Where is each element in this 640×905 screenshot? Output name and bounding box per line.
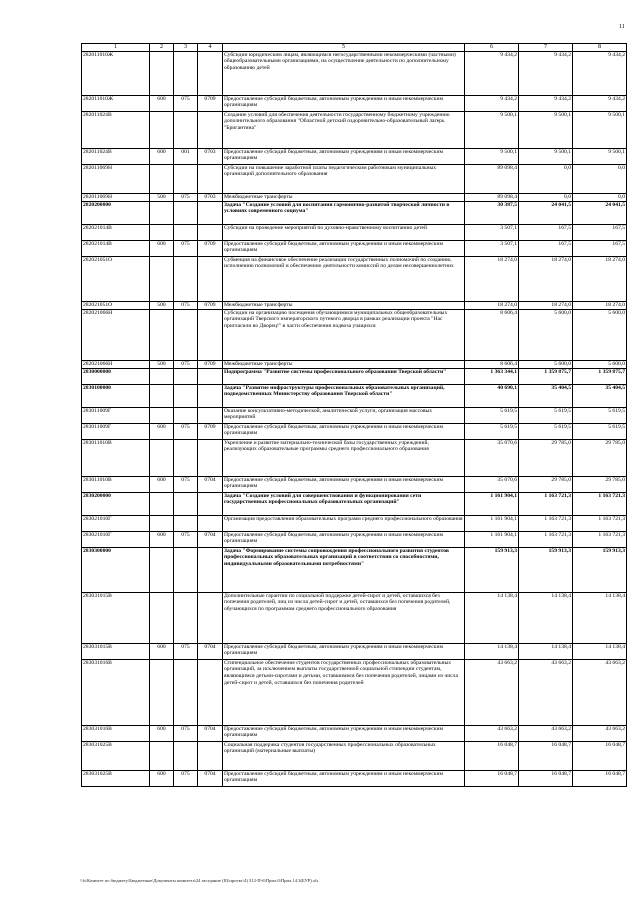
- row-code: 283031016В: [82, 725, 150, 741]
- row-code: 283011009Г: [82, 407, 150, 423]
- row-value-3: 159 913,3: [573, 547, 627, 592]
- row-value-3: 9 500,1: [573, 148, 627, 164]
- table-row: [82, 51, 627, 95]
- column-header: 7: [519, 44, 573, 52]
- row-col3: 075: [174, 423, 198, 439]
- row-name: Задача "Создание условий для совершенствования и функционирования сети государственных профессиональных образовательных организаций": [223, 492, 465, 515]
- row-value-1: 18 274,0: [465, 256, 519, 301]
- row-value-1: 3 507,1: [465, 224, 519, 240]
- row-col2: 500: [150, 360, 174, 368]
- row-value-2: 43 663,2: [519, 725, 573, 741]
- table-row: [82, 95, 627, 111]
- row-value-1: 1 161 904,1: [465, 531, 519, 547]
- row-value-3: 29 785,0: [573, 476, 627, 492]
- row-value-1: 8 606,4: [465, 360, 519, 368]
- row-col2: 600: [150, 148, 174, 164]
- row-col4: [198, 201, 223, 224]
- row-col3: [174, 659, 198, 725]
- row-value-2: 5 600,0: [519, 360, 573, 368]
- row-name: Субвенция на финансовое обеспечение реализации государственных полномочий по созданию, исполнению полномочий и обеспечению деятельности комиссий по делам несовершеннолетних: [223, 256, 465, 301]
- row-code: 282021014В: [82, 224, 150, 240]
- column-header: 1: [82, 44, 150, 52]
- row-name: Задача "Развитие инфраструктуры профессиональных образовательных организаций, подведомственных Министерству образования Тверской области": [223, 384, 465, 407]
- table-row: [82, 256, 627, 301]
- row-code: 283031016В: [82, 659, 150, 725]
- row-value-2: 43 663,2: [519, 659, 573, 725]
- row-value-1: 18 274,0: [465, 301, 519, 309]
- row-code: 282011024В: [82, 111, 150, 148]
- row-value-1: 89 098,4: [465, 164, 519, 193]
- row-code: 2830000000: [82, 368, 150, 384]
- row-col4: 0709: [198, 360, 223, 368]
- table-row: [82, 659, 627, 725]
- row-value-2: 159 913,3: [519, 547, 573, 592]
- row-value-1: 14 138,4: [465, 592, 519, 643]
- row-code: 282021066Н: [82, 360, 150, 368]
- table-row: [82, 439, 627, 476]
- row-col4: 0704: [198, 476, 223, 492]
- row-value-3: 1 163 721,3: [573, 515, 627, 531]
- row-value-1: 1 161 904,1: [465, 515, 519, 531]
- table-row: [82, 224, 627, 240]
- row-value-3: 43 663,2: [573, 659, 627, 725]
- row-col3: [174, 741, 198, 770]
- table-row: [82, 201, 627, 224]
- row-col3: [174, 547, 198, 592]
- row-value-3: 1 163 721,3: [573, 492, 627, 515]
- row-col3: 075: [174, 360, 198, 368]
- row-value-2: 5 600,0: [519, 309, 573, 360]
- row-col3: 075: [174, 725, 198, 741]
- row-code: 282021014В: [82, 240, 150, 256]
- table-row: [82, 301, 627, 309]
- row-name: Предоставление субсидий бюджетным, автономным учреждениям и иным некоммерческим организациям: [223, 148, 465, 164]
- column-header: 5: [223, 44, 465, 52]
- row-col3: [174, 164, 198, 193]
- table-row: [82, 643, 627, 659]
- row-col4: [198, 492, 223, 515]
- row-name: Субсидии на проведение мероприятий по духовно-нравственному воспитанию детей: [223, 224, 465, 240]
- row-code: 2830100000: [82, 384, 150, 407]
- row-col4: 0704: [198, 725, 223, 741]
- row-code: 283031015В: [82, 643, 150, 659]
- row-value-1: 43 663,2: [465, 659, 519, 725]
- table-row: [82, 193, 627, 201]
- row-col4: [198, 547, 223, 592]
- row-name: Межбюджетные трансферты: [223, 301, 465, 309]
- row-col4: [198, 224, 223, 240]
- row-value-3: 43 663,2: [573, 725, 627, 741]
- table-row: [82, 384, 627, 407]
- row-name: Предоставление субсидий бюджетным, автономным учреждениям и иным некоммерческим организациям: [223, 770, 465, 786]
- row-name: Дополнительные гарантии по социальной поддержке детей-сирот и детей, оставшихся без попечения родителей, лиц из числа детей-сирот и детей, оставшихся без попечения родителей, обучающихся по программам среднего профессионального образования: [223, 592, 465, 643]
- row-value-2: 24 041,5: [519, 201, 573, 224]
- table-row: [82, 360, 627, 368]
- row-value-3: 5 619,5: [573, 407, 627, 423]
- row-name: Организация предоставления образовательных программ среднего профессионального образования: [223, 515, 465, 531]
- row-col4: [198, 407, 223, 423]
- row-col4: [198, 368, 223, 384]
- table-row: [82, 741, 627, 770]
- row-value-2: 9 500,1: [519, 148, 573, 164]
- row-col4: 0709: [198, 423, 223, 439]
- row-col3: [174, 201, 198, 224]
- row-value-2: 14 138,4: [519, 643, 573, 659]
- row-value-1: 40 690,1: [465, 384, 519, 407]
- row-name: Стипендиальное обеспечение студентов государственных профессиональных образовательных организаций, за исключением выплаты государственной социальной стипендии студентам, являющимся детьми-сиротами и детьми, оставшимися без попечения родителей, лицами из числа детей-сирот и детей, оставшихся без попечения родителей: [223, 659, 465, 725]
- row-col2: [150, 492, 174, 515]
- row-name: Оказание консультативно-методической, аналитической услуги, организация массовых мероприятий: [223, 407, 465, 423]
- row-col3: [174, 51, 198, 95]
- row-value-2: 1 359 875,7: [519, 368, 573, 384]
- row-name: Субсидии на повышение заработной платы педагогическим работникам муниципальных организаций дополнительного образования: [223, 164, 465, 193]
- row-col3: [174, 309, 198, 360]
- row-value-3: 14 138,4: [573, 643, 627, 659]
- row-col4: [198, 51, 223, 95]
- column-header: 6: [465, 44, 519, 52]
- row-value-3: 24 041,5: [573, 201, 627, 224]
- row-value-3: 18 274,0: [573, 256, 627, 301]
- row-col2: [150, 384, 174, 407]
- row-code: 283011010В: [82, 476, 150, 492]
- row-value-2: 29 785,0: [519, 476, 573, 492]
- row-value-3: 14 138,4: [573, 592, 627, 643]
- row-col2: [150, 224, 174, 240]
- row-col2: [150, 547, 174, 592]
- column-header: 4: [198, 44, 223, 52]
- row-code: 283021010Г: [82, 531, 150, 547]
- row-code: 2830200000: [82, 492, 150, 515]
- row-name: Задача "Формирование системы сопровождения профессионального развития студентов профессиональных образовательных организаций в соответствии со способностями, индивидуальными образовательными потребностями": [223, 547, 465, 592]
- table-row: [82, 423, 627, 439]
- row-col2: 600: [150, 643, 174, 659]
- row-name: Межбюджетные трансферты: [223, 360, 465, 368]
- row-value-2: 0,0: [519, 193, 573, 201]
- row-value-1: 43 663,2: [465, 725, 519, 741]
- row-name: Предоставление субсидий бюджетным, автономным учреждениям и иным некоммерческим организациям: [223, 423, 465, 439]
- row-col3: 075: [174, 301, 198, 309]
- row-name: Предоставление субсидий бюджетным, автономным учреждениям и иным некоммерческим организациям: [223, 643, 465, 659]
- row-col4: [198, 659, 223, 725]
- row-col4: [198, 111, 223, 148]
- row-value-2: 18 274,0: [519, 256, 573, 301]
- row-code: 283031025В: [82, 770, 150, 786]
- row-code: 282011024В: [82, 148, 150, 164]
- row-value-2: 16 048,7: [519, 741, 573, 770]
- row-value-2: 9 434,2: [519, 95, 573, 111]
- table-row: [82, 531, 627, 547]
- table-row: [82, 240, 627, 256]
- row-col3: [174, 224, 198, 240]
- row-value-1: 3 507,1: [465, 240, 519, 256]
- row-value-3: 0,0: [573, 193, 627, 201]
- row-code: 282011010Ж: [82, 51, 150, 95]
- row-code: 283031025В: [82, 741, 150, 770]
- row-value-2: 29 785,0: [519, 439, 573, 476]
- table-row: [82, 407, 627, 423]
- row-col2: 600: [150, 240, 174, 256]
- row-name: Предоставление субсидий бюджетным, автономным учреждениям и иным некоммерческим организациям: [223, 531, 465, 547]
- row-col3: 075: [174, 770, 198, 786]
- table-row: [82, 111, 627, 148]
- row-value-3: 0,0: [573, 164, 627, 193]
- table-row: [82, 492, 627, 515]
- table-row: [82, 592, 627, 643]
- row-col3: 075: [174, 193, 198, 201]
- row-value-2: 167,5: [519, 240, 573, 256]
- row-code: 283031015В: [82, 592, 150, 643]
- row-code: 283011010В: [82, 439, 150, 476]
- row-col4: 0703: [198, 193, 223, 201]
- row-code: 283021010Г: [82, 515, 150, 531]
- row-name: Предоставление субсидий бюджетным, автономным учреждениям и иным некоммерческим организациям: [223, 725, 465, 741]
- row-value-3: 5 600,0: [573, 360, 627, 368]
- row-col2: 600: [150, 531, 174, 547]
- row-value-1: 9 500,1: [465, 111, 519, 148]
- row-value-1: 8 606,4: [465, 309, 519, 360]
- row-code: 282011010Ж: [82, 95, 150, 111]
- row-value-2: 1 163 721,3: [519, 531, 573, 547]
- table-row: [82, 547, 627, 592]
- row-value-1: 159 913,3: [465, 547, 519, 592]
- row-code: 2820200000: [82, 201, 150, 224]
- row-name: Предоставление субсидий бюджетным, автономным учреждениям и иным некоммерческим организациям: [223, 476, 465, 492]
- row-col2: 500: [150, 301, 174, 309]
- row-col2: 600: [150, 770, 174, 786]
- column-header: 2: [150, 44, 174, 52]
- row-col2: [150, 741, 174, 770]
- row-col4: 0704: [198, 770, 223, 786]
- row-name: Предоставление субсидий бюджетным, автономным учреждениям и иным некоммерческим организациям: [223, 95, 465, 111]
- row-value-3: 9 500,1: [573, 111, 627, 148]
- row-value-1: 35 070,6: [465, 476, 519, 492]
- row-col3: [174, 592, 198, 643]
- row-name: Социальная поддержка студентов государственных профессиональных образовательных организаций (материальные выплаты): [223, 741, 465, 770]
- row-value-2: 9 500,1: [519, 111, 573, 148]
- table-row: [82, 368, 627, 384]
- row-col3: [174, 439, 198, 476]
- row-col4: [198, 439, 223, 476]
- row-code: 282021051О: [82, 256, 150, 301]
- row-code: 283011009Г: [82, 423, 150, 439]
- row-value-2: 35 404,5: [519, 384, 573, 407]
- row-col4: 0709: [198, 95, 223, 111]
- file-path-footer: \\fs\Комитет по бюджету\Бюджетные\Документы комитета\24 заседание (II)\проект\4) 312-П-6\Прил.6\Прил.14.3(БУР).xls: [80, 878, 319, 883]
- row-col4: 0704: [198, 531, 223, 547]
- row-value-2: 5 619,5: [519, 423, 573, 439]
- row-value-2: 5 619,5: [519, 407, 573, 423]
- row-value-2: 0,0: [519, 164, 573, 193]
- row-value-1: 30 387,5: [465, 201, 519, 224]
- row-col2: [150, 256, 174, 301]
- row-value-1: 5 619,5: [465, 407, 519, 423]
- row-col3: 075: [174, 476, 198, 492]
- row-col2: 600: [150, 725, 174, 741]
- row-value-2: 167,5: [519, 224, 573, 240]
- table-row: [82, 770, 627, 786]
- row-col3: [174, 492, 198, 515]
- row-col2: [150, 309, 174, 360]
- row-col3: [174, 407, 198, 423]
- row-value-1: 16 048,7: [465, 741, 519, 770]
- row-value-3: 9 434,2: [573, 95, 627, 111]
- row-col2: [150, 111, 174, 148]
- row-col3: 075: [174, 531, 198, 547]
- row-col4: [198, 384, 223, 407]
- row-value-1: 9 434,2: [465, 51, 519, 95]
- row-code: 2830300000: [82, 547, 150, 592]
- table-row: [82, 164, 627, 193]
- row-col4: 0709: [198, 301, 223, 309]
- row-value-2: 16 048,7: [519, 770, 573, 786]
- row-value-2: 1 163 721,3: [519, 492, 573, 515]
- row-value-3: 16 048,7: [573, 741, 627, 770]
- row-col2: [150, 201, 174, 224]
- row-value-1: 35 070,6: [465, 439, 519, 476]
- row-col2: [150, 368, 174, 384]
- table-row: [82, 476, 627, 492]
- row-value-1: 9 434,2: [465, 95, 519, 111]
- row-value-3: 167,5: [573, 224, 627, 240]
- row-name: Субсидии на организацию посещения обучающимися муниципальных общеобразовательных организаций Тверского императорского путевого дворца в рамках реализации проекта "Нас пригласили во Дворец!" в части обеспечения подвоза учащихся: [223, 309, 465, 360]
- row-col2: 600: [150, 476, 174, 492]
- row-col2: [150, 164, 174, 193]
- column-header: 8: [573, 44, 627, 52]
- column-header: 3: [174, 44, 198, 52]
- row-value-3: 29 785,0: [573, 439, 627, 476]
- row-col3: 001: [174, 148, 198, 164]
- row-value-2: 14 138,4: [519, 592, 573, 643]
- row-col3: 075: [174, 95, 198, 111]
- row-col2: [150, 407, 174, 423]
- row-name: Укрепление и развитие материально-технической базы государственных учреждений, реализующих образовательные программы среднего профессионального образования: [223, 439, 465, 476]
- row-value-3: 167,5: [573, 240, 627, 256]
- row-value-2: 9 434,2: [519, 51, 573, 95]
- row-code: 282011069Н: [82, 164, 150, 193]
- row-col2: 600: [150, 423, 174, 439]
- row-value-1: 1 161 904,1: [465, 492, 519, 515]
- row-col3: [174, 111, 198, 148]
- row-col3: [174, 368, 198, 384]
- row-col2: [150, 659, 174, 725]
- row-value-1: 14 138,4: [465, 643, 519, 659]
- row-value-1: 1 363 344,1: [465, 368, 519, 384]
- row-col4: [198, 741, 223, 770]
- row-col2: [150, 51, 174, 95]
- row-value-1: 16 048,7: [465, 770, 519, 786]
- row-name: Задача "Создание условий для воспитания гармонично-развитой творческой личности в условиях современного социума": [223, 201, 465, 224]
- row-name: Создание условий для обеспечения деятельности государственному бюджетному учреждению дополнительного образования "Областной детский оздоровительно-образовательный лагерь "Бригантина": [223, 111, 465, 148]
- row-value-3: 5 619,5: [573, 423, 627, 439]
- table-row: [82, 725, 627, 741]
- row-col3: [174, 384, 198, 407]
- row-col3: [174, 256, 198, 301]
- row-value-3: 1 359 875,7: [573, 368, 627, 384]
- row-value-3: 18 274,0: [573, 301, 627, 309]
- budget-table: [81, 43, 627, 787]
- row-code: 282021066Н: [82, 309, 150, 360]
- row-col2: 600: [150, 95, 174, 111]
- row-name: Предоставление субсидий бюджетным, автономным учреждениям и иным некоммерческим организациям: [223, 240, 465, 256]
- table-row: [82, 148, 627, 164]
- row-col4: [198, 309, 223, 360]
- row-code: 282021051О: [82, 301, 150, 309]
- table-row: [82, 515, 627, 531]
- row-col2: [150, 515, 174, 531]
- page-number: 11: [619, 24, 625, 30]
- row-col2: [150, 439, 174, 476]
- row-col2: 500: [150, 193, 174, 201]
- row-col2: [150, 592, 174, 643]
- row-value-2: 18 274,0: [519, 301, 573, 309]
- row-col4: [198, 515, 223, 531]
- column-number-row: [82, 44, 627, 52]
- row-value-1: 5 619,5: [465, 423, 519, 439]
- row-col4: 0709: [198, 240, 223, 256]
- row-col4: 0703: [198, 148, 223, 164]
- row-name: Межбюджетные трансферты: [223, 193, 465, 201]
- row-name: Подпрограмма "Развитие системы профессионального образования Тверской области": [223, 368, 465, 384]
- row-col3: [174, 515, 198, 531]
- row-col4: [198, 164, 223, 193]
- row-col4: [198, 256, 223, 301]
- row-value-2: 1 163 721,3: [519, 515, 573, 531]
- row-value-3: 35 404,5: [573, 384, 627, 407]
- row-col3: 075: [174, 240, 198, 256]
- row-value-3: 16 048,7: [573, 770, 627, 786]
- table-row: [82, 309, 627, 360]
- row-col3: 075: [174, 643, 198, 659]
- row-value-3: 9 434,2: [573, 51, 627, 95]
- row-name: Субсидии юридическим лицам, являющимся негосударственными некоммерческими (частными) общеобразовательными организациями, на осуществление деятельности по дополнительному образованию детей: [223, 51, 465, 95]
- row-value-1: 9 500,1: [465, 148, 519, 164]
- row-code: 282011069Н: [82, 193, 150, 201]
- row-value-1: 89 098,4: [465, 193, 519, 201]
- row-col4: 0704: [198, 643, 223, 659]
- row-value-3: 1 163 721,3: [573, 531, 627, 547]
- row-value-3: 5 600,0: [573, 309, 627, 360]
- row-col4: [198, 592, 223, 643]
